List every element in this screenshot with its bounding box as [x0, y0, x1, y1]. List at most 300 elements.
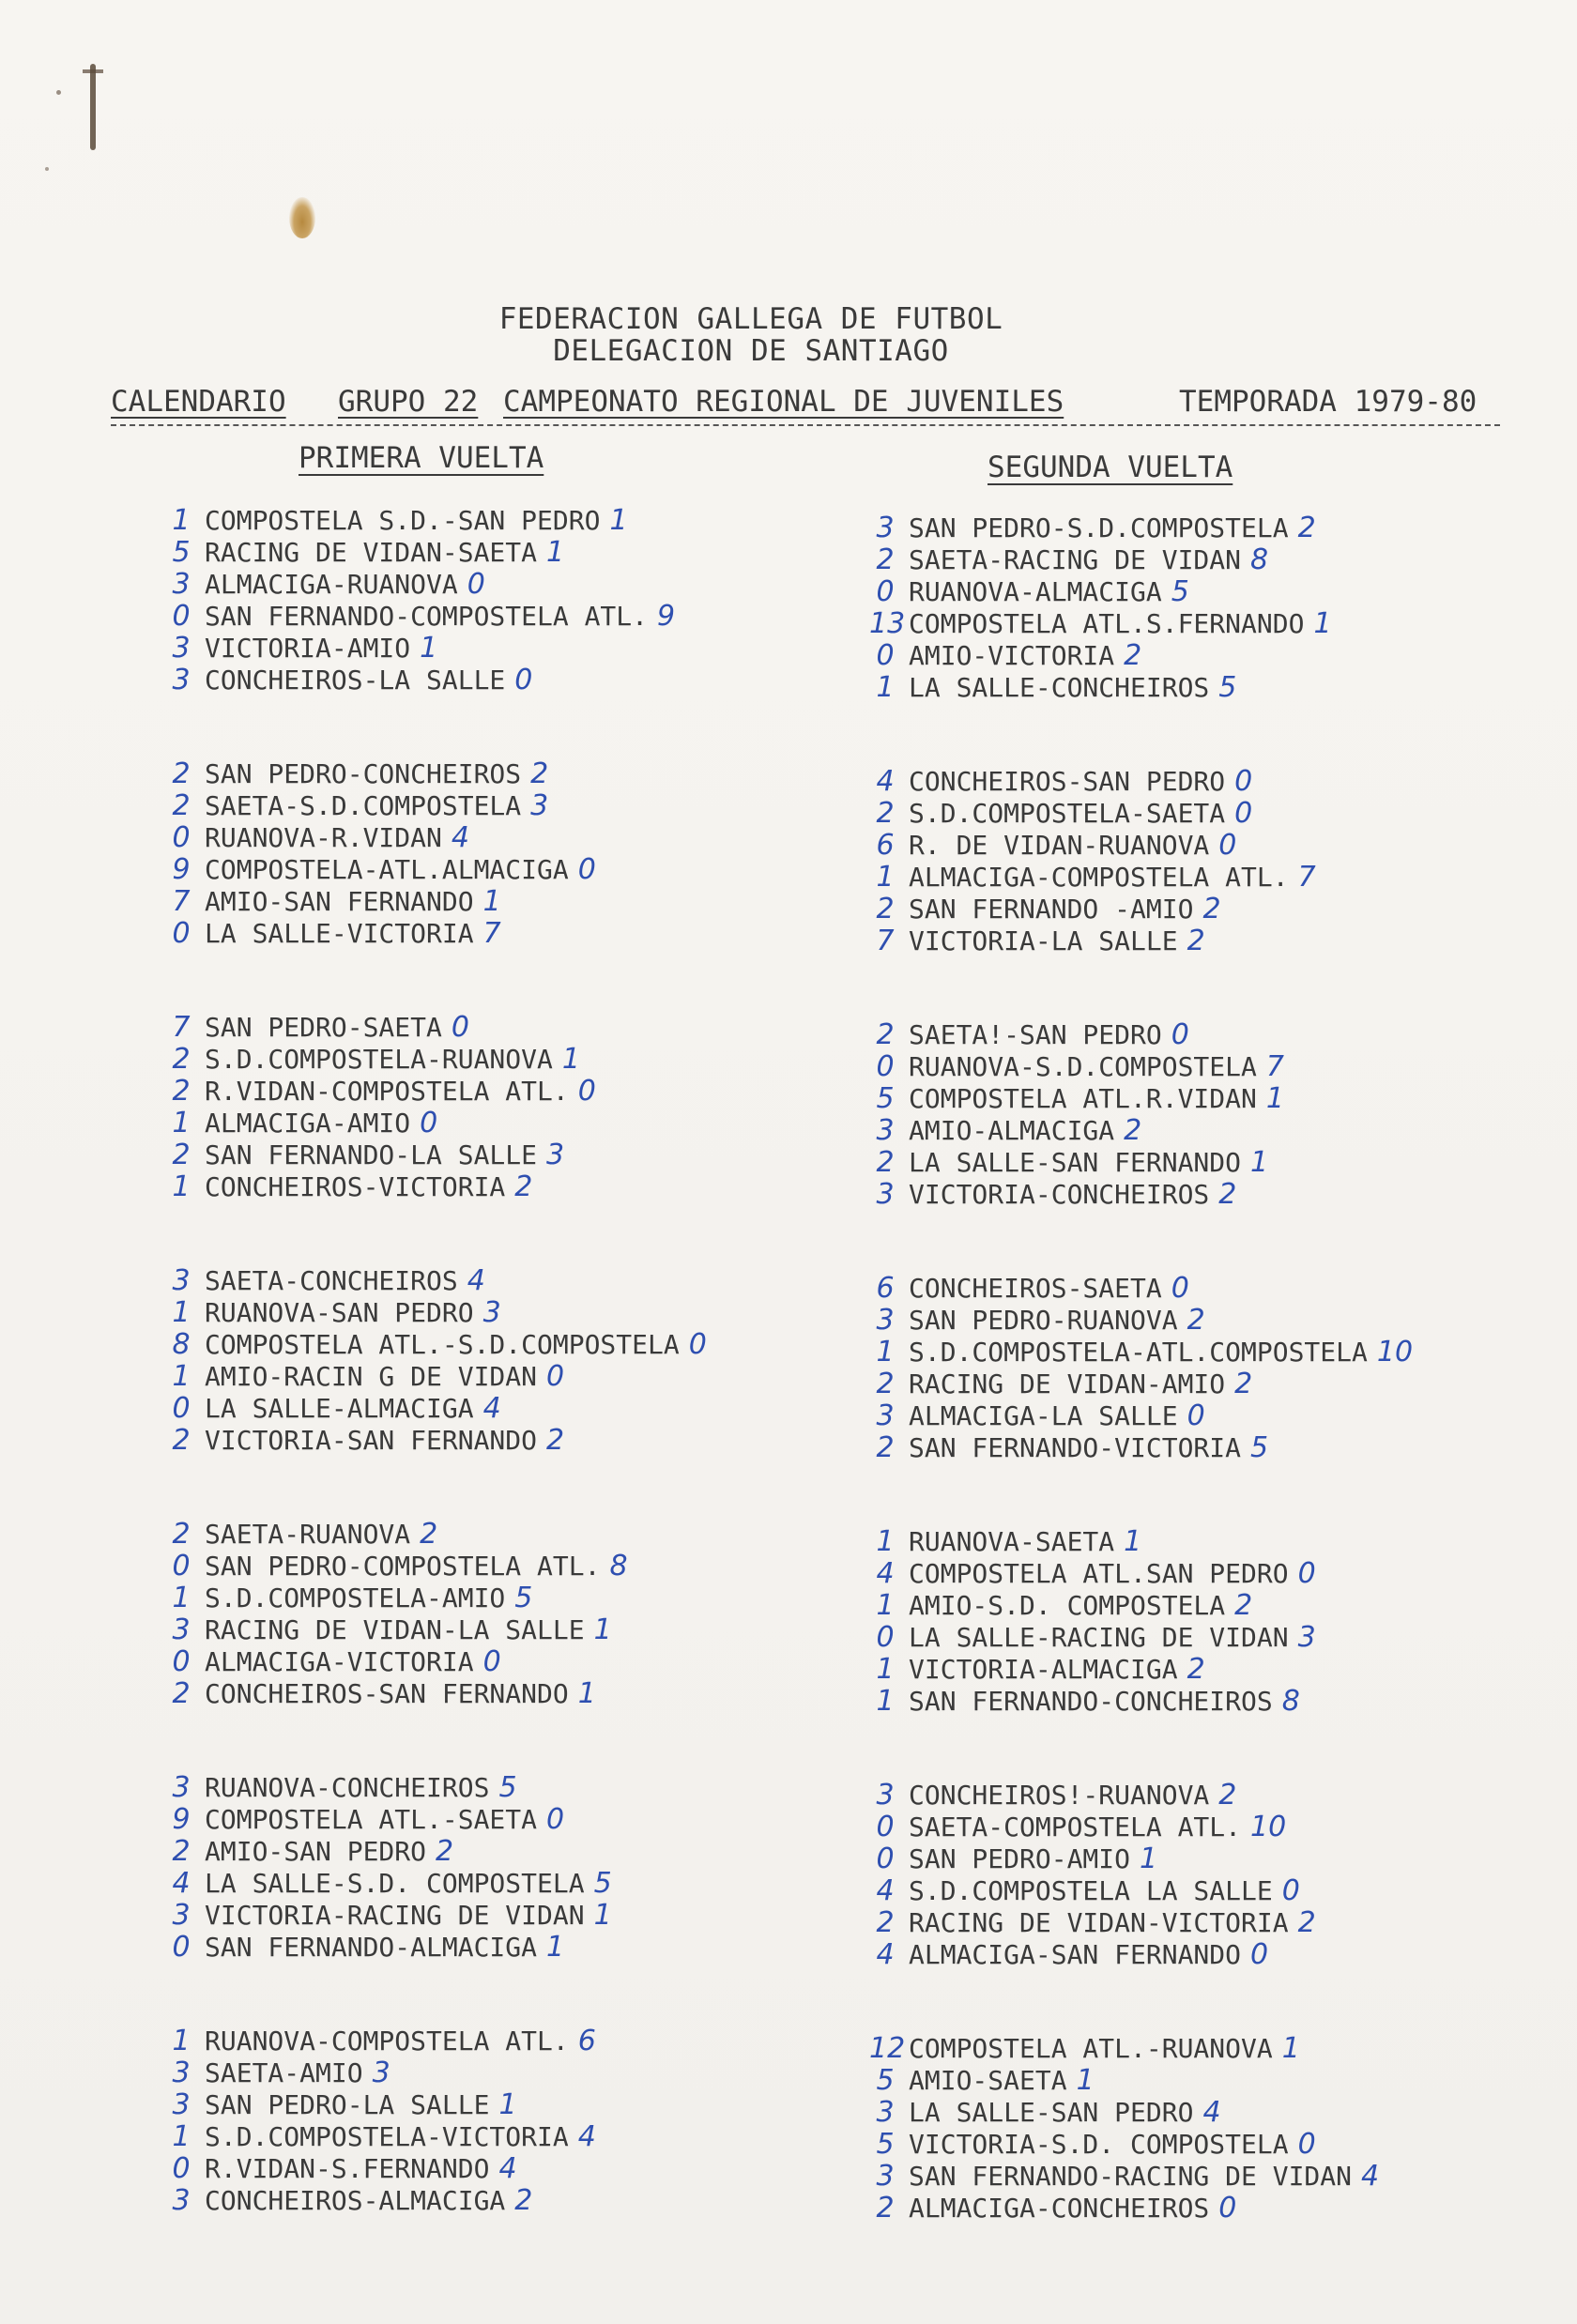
- handwritten-score-right: 5: [498, 1771, 517, 1804]
- match-row: [869, 862, 1316, 894]
- match-teams: COMPOSTELA ATL.R.VIDAN: [909, 1083, 1257, 1114]
- match-row: [165, 1582, 628, 1614]
- handwritten-score-left: 3: [876, 1399, 895, 1432]
- match-teams: RUANOVA-COMPOSTELA ATL.: [205, 2026, 569, 2056]
- match-row: [165, 1678, 628, 1710]
- match-row: [869, 1337, 1413, 1368]
- federation-title: FEDERACION GALLEGA DE FUTBOL: [498, 302, 1003, 336]
- handwritten-score-left: 2: [876, 1431, 895, 1464]
- match-teams: VICTORIA-S.D. COMPOSTELA: [909, 2129, 1289, 2160]
- match-row: [869, 1558, 1316, 1590]
- handwritten-score-right: 0: [1297, 2128, 1316, 2161]
- match-row: [869, 1875, 1316, 1907]
- handwritten-score-right: 4: [498, 2152, 517, 2185]
- handwritten-score-left: 12: [869, 2032, 906, 2065]
- match-row: [165, 1297, 707, 1329]
- handwritten-score-right: 6: [577, 2025, 596, 2057]
- match-teams: CONCHEIROS-SAN FERNANDO: [205, 1678, 569, 1709]
- match-round: [165, 1519, 628, 1710]
- grupo-label: GRUPO 22: [338, 385, 479, 419]
- match-row: [869, 1432, 1413, 1464]
- handwritten-score-left: 0: [172, 2152, 191, 2185]
- match-teams: SAN PEDRO-SAETA: [205, 1012, 442, 1043]
- match-teams: COMPOSTELA-ATL.ALMACIGA: [205, 854, 569, 885]
- handwritten-score-right: 4: [467, 1264, 485, 1297]
- handwritten-score-right: 0: [1234, 797, 1253, 830]
- match-teams: AMIO-S.D. COMPOSTELA: [909, 1590, 1226, 1621]
- handwritten-score-left: 1: [876, 861, 895, 894]
- match-teams: ALMACIGA-SAN FERNANDO: [909, 1939, 1242, 1970]
- match-row: [869, 2129, 1379, 2161]
- match-row: [869, 2065, 1379, 2097]
- match-row: [869, 640, 1332, 672]
- match-teams: CONCHEIROS-SAN PEDRO: [909, 766, 1226, 797]
- handwritten-score-right: 1: [498, 2088, 517, 2121]
- handwritten-score-right: 2: [1124, 639, 1142, 672]
- handwritten-score-right: 3: [372, 2056, 390, 2089]
- handwritten-score-right: 3: [530, 789, 549, 822]
- match-row: [165, 1804, 612, 1836]
- handwritten-score-right: 9: [657, 600, 676, 633]
- match-teams: VICTORIA-AMIO: [205, 633, 411, 664]
- match-row: [165, 1012, 596, 1044]
- handwritten-score-right: 2: [1297, 512, 1316, 544]
- match-teams: R.VIDAN-S.FERNANDO: [205, 2153, 490, 2184]
- match-teams: RACING DE VIDAN-SAETA: [205, 537, 538, 568]
- match-row: [869, 1115, 1284, 1147]
- handwritten-score-right: 0: [451, 1011, 469, 1044]
- handwritten-score-right: 1: [593, 1899, 612, 1932]
- handwritten-score-right: 1: [577, 1677, 596, 1710]
- handwritten-score-left: 2: [172, 1139, 191, 1171]
- match-teams: SAETA!-SAN PEDRO: [909, 1019, 1162, 1050]
- match-round: [165, 1772, 612, 1964]
- match-row: [165, 1836, 612, 1868]
- match-row: [165, 1393, 707, 1425]
- handwritten-score-right: 4: [451, 821, 469, 854]
- match-row: [165, 1108, 596, 1139]
- match-teams: ALMACIGA-CONCHEIROS: [909, 2193, 1210, 2224]
- handwritten-score-right: 2: [1234, 1589, 1253, 1622]
- match-row: [165, 1519, 628, 1551]
- handwritten-score-left: 1: [876, 671, 895, 704]
- ink-speck: [90, 64, 96, 150]
- match-row: [165, 790, 596, 822]
- handwritten-score-left: 2: [172, 1424, 191, 1457]
- handwritten-score-left: 2: [876, 1906, 895, 1939]
- handwritten-score-right: 7: [1297, 861, 1316, 894]
- handwritten-score-right: 2: [1297, 1906, 1316, 1939]
- match-row: [869, 1622, 1316, 1654]
- match-teams: RUANOVA-ALMACIGA: [909, 576, 1162, 607]
- handwritten-score-right: 1: [1265, 1082, 1284, 1115]
- match-round: [869, 1780, 1316, 1971]
- match-row: [869, 2193, 1379, 2225]
- handwritten-score-left: 1: [172, 1170, 191, 1203]
- handwritten-score-right: 0: [546, 1803, 565, 1836]
- handwritten-score-right: 1: [1124, 1525, 1142, 1558]
- match-row: [869, 1179, 1284, 1211]
- handwritten-score-left: 0: [876, 1842, 895, 1875]
- handwritten-score-left: 0: [172, 917, 191, 950]
- match-row: [869, 1654, 1316, 1686]
- match-row: [165, 633, 675, 665]
- match-row: [869, 1686, 1316, 1718]
- handwritten-score-right: 2: [420, 1518, 438, 1551]
- match-teams: LA SALLE-SAN PEDRO: [909, 2097, 1194, 2128]
- handwritten-score-right: 2: [514, 2184, 533, 2217]
- match-row: [165, 505, 675, 537]
- match-teams: ALMACIGA-COMPOSTELA ATL.: [909, 862, 1289, 893]
- handwritten-score-right: 0: [577, 853, 596, 886]
- match-row: [165, 1772, 612, 1804]
- handwritten-score-left: 2: [172, 1835, 191, 1868]
- match-teams: SAN PEDRO-COMPOSTELA ATL.: [205, 1551, 601, 1582]
- handwritten-score-left: 2: [172, 757, 191, 790]
- handwritten-score-right: 1: [420, 632, 438, 665]
- handwritten-score-right: 0: [577, 1075, 596, 1108]
- handwritten-score-left: 0: [876, 639, 895, 672]
- match-teams: SAETA-AMIO: [205, 2057, 363, 2088]
- handwritten-score-right: 2: [546, 1424, 565, 1457]
- match-row: [869, 1019, 1284, 1051]
- match-teams: ALMACIGA-AMIO: [205, 1108, 411, 1139]
- match-teams: LA SALLE-RACING DE VIDAN: [909, 1622, 1289, 1653]
- match-teams: ALMACIGA-VICTORIA: [205, 1646, 474, 1677]
- handwritten-score-left: 7: [172, 1011, 191, 1044]
- match-teams: COMPOSTELA ATL.-S.D.COMPOSTELA: [205, 1329, 680, 1360]
- handwritten-score-left: 3: [172, 2088, 191, 2121]
- match-row: [869, 1273, 1413, 1305]
- handwritten-score-right: 0: [1218, 2192, 1237, 2225]
- handwritten-score-left: 3: [876, 2096, 895, 2129]
- handwritten-score-right: 0: [1297, 1557, 1316, 1590]
- match-teams: CONCHEIROS!-RUANOVA: [909, 1780, 1210, 1811]
- handwritten-score-left: 0: [172, 1550, 191, 1582]
- handwritten-score-left: 1: [876, 1653, 895, 1686]
- handwritten-score-left: 3: [876, 1178, 895, 1211]
- handwritten-score-right: 0: [1281, 1874, 1300, 1907]
- handwritten-score-right: 1: [1250, 1146, 1269, 1179]
- match-teams: S.D.COMPOSTELA-VICTORIA: [205, 2121, 569, 2152]
- handwritten-score-left: 0: [876, 575, 895, 608]
- handwritten-score-right: 0: [1187, 1399, 1205, 1432]
- match-row: [165, 854, 596, 886]
- match-row: [165, 1329, 707, 1361]
- handwritten-score-right: 3: [1297, 1621, 1316, 1654]
- match-row: [165, 1646, 628, 1678]
- match-row: [869, 925, 1316, 957]
- match-teams: RUANOVA-SAETA: [909, 1526, 1115, 1557]
- match-row: [165, 1932, 612, 1964]
- handwritten-score-right: 2: [514, 1170, 533, 1203]
- match-teams: COMPOSTELA S.D.-SAN PEDRO: [205, 505, 601, 536]
- match-teams: CONCHEIROS-VICTORIA: [205, 1171, 506, 1202]
- match-teams: CONCHEIROS-SAETA: [909, 1273, 1162, 1304]
- match-teams: S.D.COMPOSTELA-RUANOVA: [205, 1044, 553, 1075]
- handwritten-score-left: 6: [876, 1272, 895, 1305]
- handwritten-score-left: 5: [876, 2128, 895, 2161]
- handwritten-score-left: 2: [172, 1677, 191, 1710]
- handwritten-score-left: 1: [172, 1360, 191, 1393]
- handwritten-score-right: 7: [482, 917, 501, 950]
- match-row: [869, 894, 1316, 925]
- match-teams: R. DE VIDAN-RUANOVA: [909, 830, 1210, 861]
- match-row: [165, 1171, 596, 1203]
- match-row: [869, 672, 1332, 704]
- match-row: [869, 2033, 1379, 2065]
- match-teams: LA SALLE-VICTORIA: [205, 918, 474, 949]
- match-row: [165, 2026, 596, 2057]
- match-teams: LA SALLE-SAN FERNANDO: [909, 1147, 1242, 1178]
- handwritten-score-left: 3: [876, 1304, 895, 1337]
- ink-speck: [45, 167, 49, 171]
- handwritten-score-left: 2: [876, 797, 895, 830]
- handwritten-score-left: 13: [869, 607, 906, 640]
- handwritten-score-right: 3: [546, 1139, 565, 1171]
- handwritten-score-right: 1: [1313, 607, 1332, 640]
- handwritten-score-right: 10: [1376, 1336, 1414, 1368]
- handwritten-score-right: 2: [1234, 1368, 1253, 1400]
- match-round: [869, 766, 1316, 957]
- header-dashed-rule: [111, 424, 1500, 426]
- match-teams: RACING DE VIDAN-VICTORIA: [909, 1907, 1289, 1938]
- match-teams: SAETA-COMPOSTELA ATL.: [909, 1812, 1242, 1842]
- handwritten-score-left: 5: [876, 2064, 895, 2097]
- handwritten-score-left: 9: [172, 853, 191, 886]
- match-row: [869, 608, 1332, 640]
- match-teams: AMIO-SAETA: [909, 2065, 1067, 2096]
- handwritten-score-right: 2: [1218, 1178, 1237, 1211]
- match-row: [869, 2097, 1379, 2129]
- handwritten-score-left: 3: [172, 568, 191, 601]
- match-teams: SAETA-RACING DE VIDAN: [909, 544, 1242, 575]
- match-teams: S.D.COMPOSTELA-AMIO: [205, 1582, 506, 1613]
- handwritten-score-right: 5: [593, 1867, 612, 1900]
- match-teams: AMIO-SAN PEDRO: [205, 1836, 427, 1867]
- handwritten-score-right: 2: [1218, 1779, 1237, 1812]
- handwritten-score-left: 1: [172, 504, 191, 537]
- match-teams: VICTORIA-RACING DE VIDAN: [205, 1900, 585, 1931]
- match-teams: SAN FERNANDO-CONCHEIROS: [909, 1686, 1273, 1717]
- match-row: [869, 1907, 1316, 1939]
- match-row: [869, 766, 1316, 798]
- handwritten-score-left: 3: [876, 1114, 895, 1147]
- match-row: [869, 1843, 1316, 1875]
- match-teams: SAN PEDRO-RUANOVA: [909, 1305, 1178, 1336]
- match-row: [165, 665, 675, 696]
- handwritten-score-right: 4: [577, 2120, 596, 2153]
- match-row: [165, 2089, 596, 2121]
- handwritten-score-right: 2: [530, 757, 549, 790]
- handwritten-score-left: 2: [172, 789, 191, 822]
- handwritten-score-right: 1: [561, 1043, 580, 1076]
- handwritten-score-left: 7: [876, 925, 895, 957]
- handwritten-score-right: 2: [1202, 893, 1221, 925]
- match-teams: AMIO-ALMACIGA: [909, 1115, 1115, 1146]
- handwritten-score-left: 3: [876, 1779, 895, 1812]
- handwritten-score-right: 5: [514, 1582, 533, 1614]
- match-teams: SAN FERNANDO-ALMACIGA: [205, 1932, 538, 1963]
- calendario-label: CALENDARIO: [111, 385, 286, 419]
- handwritten-score-left: 1: [172, 2025, 191, 2057]
- match-row: [165, 2121, 596, 2153]
- match-row: [165, 1361, 707, 1393]
- match-round: [165, 1265, 707, 1457]
- match-teams: AMIO-SAN FERNANDO: [205, 886, 474, 917]
- handwritten-score-left: 0: [876, 1621, 895, 1654]
- match-teams: LA SALLE-CONCHEIROS: [909, 672, 1210, 703]
- handwritten-score-right: 0: [482, 1645, 501, 1678]
- match-teams: LA SALLE-S.D. COMPOSTELA: [205, 1868, 585, 1899]
- match-row: [869, 1368, 1413, 1400]
- handwritten-score-left: 2: [172, 1075, 191, 1108]
- handwritten-score-right: 0: [1218, 829, 1237, 862]
- handwritten-score-left: 0: [172, 1931, 191, 1964]
- handwritten-score-left: 3: [876, 512, 895, 544]
- match-teams: SAN FERNANDO-VICTORIA: [909, 1432, 1242, 1463]
- handwritten-score-right: 0: [546, 1360, 565, 1393]
- match-teams: COMPOSTELA ATL.SAN PEDRO: [909, 1558, 1289, 1589]
- handwritten-score-left: 7: [172, 885, 191, 918]
- match-row: [165, 601, 675, 633]
- match-row: [165, 1868, 612, 1900]
- handwritten-score-right: 1: [593, 1613, 612, 1646]
- match-round: [869, 512, 1332, 704]
- handwritten-score-right: 2: [1124, 1114, 1142, 1147]
- match-round: [165, 758, 596, 950]
- match-teams: R.VIDAN-COMPOSTELA ATL.: [205, 1076, 569, 1107]
- handwritten-score-right: 0: [1171, 1018, 1189, 1051]
- handwritten-score-left: 4: [876, 1938, 895, 1971]
- match-round: [165, 2026, 596, 2217]
- match-row: [165, 2185, 596, 2217]
- match-row: [869, 2161, 1379, 2193]
- segunda-vuelta-title: SEGUNDA VUELTA: [988, 451, 1233, 484]
- match-row: [165, 537, 675, 569]
- match-teams: SAN FERNANDO-COMPOSTELA ATL.: [205, 601, 649, 632]
- handwritten-score-right: 8: [1281, 1685, 1300, 1718]
- handwritten-score-left: 5: [172, 536, 191, 569]
- match-teams: SAETA-CONCHEIROS: [205, 1265, 458, 1296]
- handwritten-score-left: 4: [876, 1557, 895, 1590]
- handwritten-score-left: 3: [172, 2056, 191, 2089]
- handwritten-score-left: 4: [172, 1867, 191, 1900]
- match-teams: AMIO-RACIN G DE VIDAN: [205, 1361, 538, 1392]
- handwritten-score-right: 1: [609, 504, 628, 537]
- handwritten-score-left: 0: [172, 1645, 191, 1678]
- handwritten-score-left: 0: [876, 1050, 895, 1083]
- primera-vuelta-title: PRIMERA VUELTA: [299, 441, 544, 475]
- handwritten-score-left: 2: [876, 543, 895, 576]
- match-row: [869, 1526, 1316, 1558]
- handwritten-score-left: 2: [172, 1043, 191, 1076]
- handwritten-score-left: 0: [876, 1811, 895, 1843]
- handwritten-score-left: 1: [876, 1685, 895, 1718]
- match-teams: SAN PEDRO-AMIO: [909, 1843, 1131, 1874]
- match-teams: VICTORIA-ALMACIGA: [909, 1654, 1178, 1685]
- handwritten-score-left: 2: [172, 1518, 191, 1551]
- handwritten-score-left: 3: [172, 1771, 191, 1804]
- match-round: [165, 1012, 596, 1203]
- match-teams: ALMACIGA-LA SALLE: [909, 1400, 1178, 1431]
- ink-speck: [83, 69, 103, 73]
- match-row: [869, 1400, 1413, 1432]
- match-round: [869, 1273, 1413, 1464]
- match-teams: RUANOVA-SAN PEDRO: [205, 1297, 474, 1328]
- handwritten-score-right: 2: [436, 1835, 454, 1868]
- handwritten-score-left: 0: [172, 1392, 191, 1425]
- handwritten-score-left: 4: [876, 1874, 895, 1907]
- handwritten-score-right: 3: [482, 1296, 501, 1329]
- match-teams: RUANOVA-S.D.COMPOSTELA: [909, 1051, 1257, 1082]
- handwritten-score-left: 3: [172, 2184, 191, 2217]
- match-teams: SAETA-RUANOVA: [205, 1519, 411, 1550]
- match-row: [869, 830, 1316, 862]
- handwritten-score-right: 5: [1171, 575, 1189, 608]
- handwritten-score-right: 2: [1187, 1304, 1205, 1337]
- handwritten-score-left: 2: [876, 2192, 895, 2225]
- handwritten-score-right: 10: [1250, 1811, 1287, 1843]
- match-row: [165, 569, 675, 601]
- handwritten-score-left: 3: [172, 664, 191, 696]
- handwritten-score-right: 8: [609, 1550, 628, 1582]
- handwritten-score-right: 0: [1250, 1938, 1269, 1971]
- handwritten-score-right: 1: [1140, 1842, 1158, 1875]
- handwritten-score-left: 2: [876, 1368, 895, 1400]
- match-row: [165, 1614, 628, 1646]
- match-teams: SAN FERNANDO-LA SALLE: [205, 1139, 538, 1170]
- match-teams: RUANOVA-CONCHEIROS: [205, 1772, 490, 1803]
- match-teams: SAN PEDRO-LA SALLE: [205, 2089, 490, 2120]
- match-round: [165, 505, 675, 696]
- match-row: [869, 1083, 1284, 1115]
- handwritten-score-left: 3: [172, 1899, 191, 1932]
- handwritten-score-left: 1: [172, 2120, 191, 2153]
- handwritten-score-left: 6: [876, 829, 895, 862]
- handwritten-score-left: 1: [876, 1525, 895, 1558]
- match-row: [869, 1812, 1316, 1843]
- handwritten-score-left: 0: [172, 821, 191, 854]
- match-teams: COMPOSTELA ATL.-SAETA: [205, 1804, 538, 1835]
- match-row: [869, 544, 1332, 576]
- handwritten-score-left: 1: [876, 1336, 895, 1368]
- handwritten-score-right: 0: [514, 664, 533, 696]
- match-row: [165, 2153, 596, 2185]
- handwritten-score-left: 1: [876, 1589, 895, 1622]
- match-row: [165, 1551, 628, 1582]
- match-teams: ALMACIGA-RUANOVA: [205, 569, 458, 600]
- match-row: [869, 1939, 1316, 1971]
- handwritten-score-right: 7: [1265, 1050, 1284, 1083]
- match-row: [165, 1076, 596, 1108]
- handwritten-score-left: 2: [876, 1018, 895, 1051]
- handwritten-score-left: 0: [172, 600, 191, 633]
- match-teams: S.D.COMPOSTELA-ATL.COMPOSTELA: [909, 1337, 1368, 1368]
- handwritten-score-right: 0: [1234, 765, 1253, 798]
- match-row: [165, 918, 596, 950]
- match-teams: COMPOSTELA ATL.S.FERNANDO: [909, 608, 1305, 639]
- match-teams: SAN FERNANDO -AMIO: [909, 894, 1194, 925]
- handwritten-score-left: 3: [876, 2160, 895, 2193]
- handwritten-score-left: 3: [172, 1613, 191, 1646]
- match-row: [869, 512, 1332, 544]
- match-row: [165, 758, 596, 790]
- match-teams: COMPOSTELA ATL.-RUANOVA: [909, 2033, 1273, 2064]
- match-row: [869, 1780, 1316, 1812]
- handwritten-score-right: 1: [482, 885, 501, 918]
- handwritten-score-right: 1: [546, 536, 565, 569]
